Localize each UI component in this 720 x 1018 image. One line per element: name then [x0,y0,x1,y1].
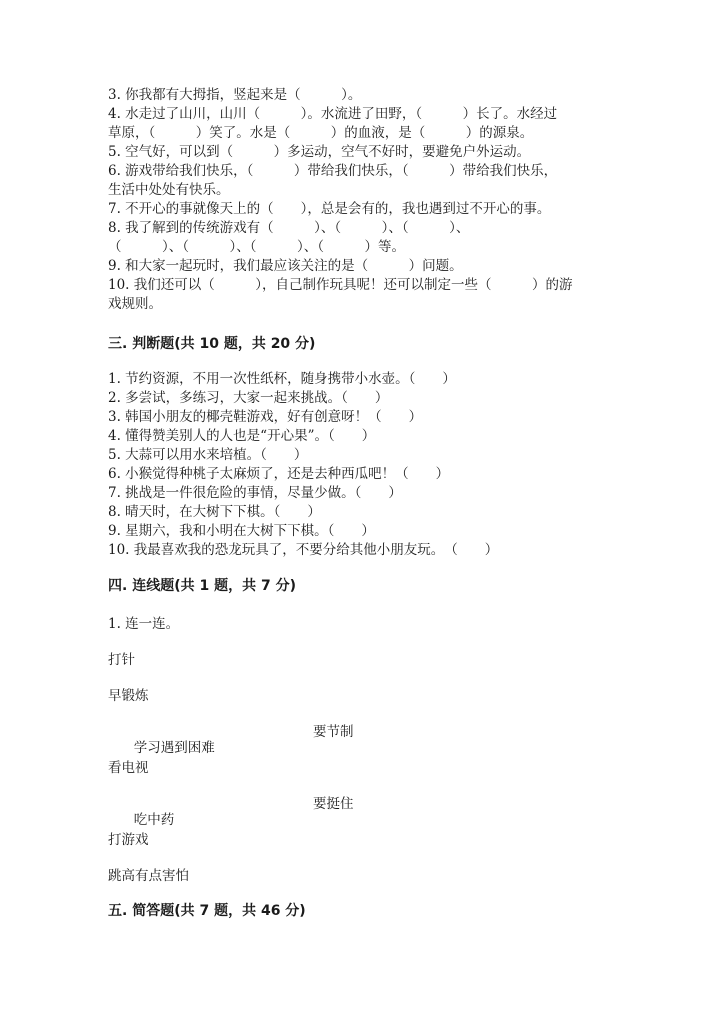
judgement-item: 8. 晴天时，在大树下下棋。（ ） [108,504,321,520]
judgement-item: 6. 小猴觉得种桃子太麻烦了，还是去种西瓜吧！（ ） [108,466,450,482]
matching-left-label: 早锻炼 [108,688,149,704]
section-title-short-answer: 五. 简答题(共 7 题，共 46 分) [108,903,306,919]
judgement-item: 3. 韩国小朋友的椰壳鞋游戏，好有创意呀！（ ） [108,409,423,425]
question-line: 6. 游戏带给我们快乐，（ ）带给我们快乐，（ ）带给我们快乐， [108,163,558,179]
matching-row [108,720,613,756]
section-title-matching: 四. 连线题(共 1 题，共 7 分) [108,578,296,594]
question-line: 3. 你我都有大拇指，竖起来是（ ）。 [108,87,362,103]
question-line: 戏规则。 [108,296,162,312]
matching-right-label: 要节制 [313,724,354,740]
question-line: 9. 和大家一起玩时，我们最应该关注的是（ ）问题。 [108,258,463,274]
matching-row [108,792,613,828]
judgement-item: 4. 懂得赞美别人的人也是“开心果”。（ ） [108,428,376,444]
matching-question [108,612,613,882]
matching-right-label: 要挺住 [313,796,354,812]
question-line: 4. 水走过了山川，山川（ ）。水流进了田野，（ ）长了。水经过 [108,106,558,122]
judgement-questions [108,370,613,560]
matching-left-label: 学习遇到困难 [133,740,215,756]
question-line: 5. 空气好，可以到（ ）多运动，空气不好时，要避免户外运动。 [108,144,531,160]
question-line: 10. 我们还可以（ ），自己制作玩具呢！还可以制定一些（ ）的游 [108,277,573,293]
question-line: 8. 我了解到的传统游戏有（ ）、（ ）、（ ）、 [108,220,470,236]
worksheet-page [108,86,613,920]
question-line: 7. 不开心的事就像天上的（ ），总是会有的，我也遇到过不开心的事。 [108,201,551,217]
matching-prompt: 1. 连一连。 [108,616,180,632]
judgement-item: 7. 挑战是一件很危险的事情，尽量少做。（ ） [108,485,402,501]
section-title-judgement: 三. 判断题(共 10 题，共 20 分) [108,336,316,352]
matching-left-item [108,828,613,846]
matching-left-item [108,648,613,666]
question-line: 草原，（ ）笑了。水是（ ）的血液，是（ ）的源泉。 [108,125,534,141]
fill-blank-questions [108,86,613,314]
matching-left-label: 打针 [108,652,135,668]
matching-left-label: 吃中药 [133,812,175,828]
judgement-item: 10. 我最喜欢我的恐龙玩具了，不要分给其他小朋友玩。 （ ） [108,542,499,558]
matching-left-label: 打游戏 [108,832,149,848]
question-line: 生活中处处有快乐。 [108,182,230,198]
matching-left-item [108,864,613,882]
question-line: （ ）、（ ）、（ ）、（ ）等。 [108,239,405,255]
matching-left-label: 跳高有点害怕 [108,868,189,884]
matching-left-item [108,756,613,774]
matching-left-item [108,684,613,702]
judgement-item: 2. 多尝试，多练习，大家一起来挑战。（ ） [108,390,389,406]
judgement-item: 1. 节约资源，不用一次性纸杯，随身携带小水壶。（ ） [108,371,456,387]
judgement-item: 9. 星期六，我和小明在大树下下棋。（ ） [108,523,375,539]
matching-left-label: 看电视 [108,760,149,776]
judgement-item: 5. 大蒜可以用水来培植。（ ） [108,447,308,463]
